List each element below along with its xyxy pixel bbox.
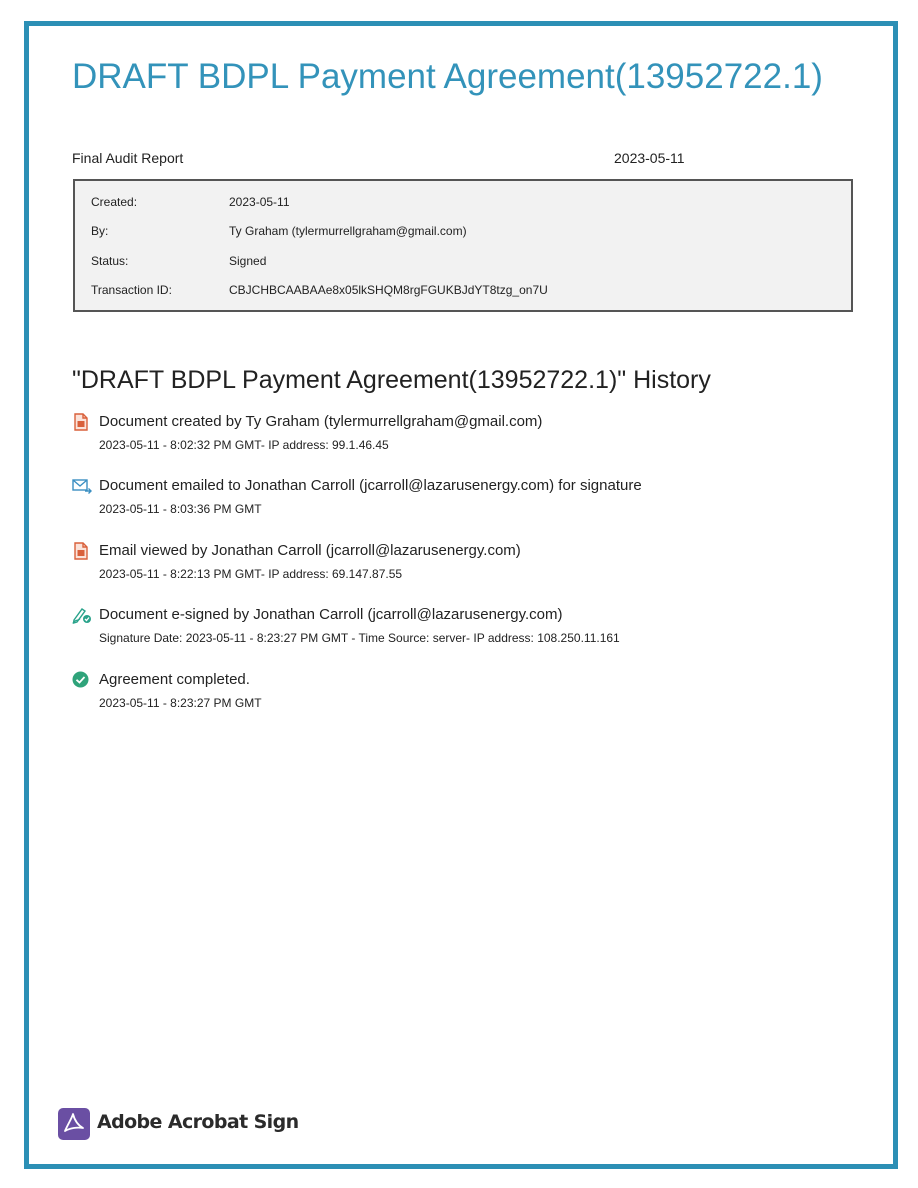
event-text: Document created by Ty Graham (tylermurrellgraham@gmail.com) — [99, 413, 543, 430]
event-detail: 2023-05-11 - 8:23:27 PM GMT — [99, 696, 262, 710]
created-label: Created: — [91, 195, 138, 209]
document-title: DRAFT BDPL Payment Agreement(13952722.1) — [72, 57, 823, 96]
report-label: Final Audit Report — [72, 150, 184, 166]
transaction-id-value: CBJCHBCAABAAe8x05lkSHQM8rgFGUKBJdYT8tzg_on7U — [229, 283, 548, 297]
email-icon — [72, 477, 90, 495]
signature-pen-icon — [72, 606, 90, 624]
event-text: Document e-signed by Jonathan Carroll (jcarroll@lazarusenergy.com) — [99, 606, 563, 623]
transaction-id-label: Transaction ID: — [91, 283, 172, 297]
check-circle-icon — [72, 671, 90, 689]
created-value: 2023-05-11 — [229, 195, 290, 209]
event-detail: 2023-05-11 - 8:02:32 PM GMT- IP address: 99.1.46.45 — [99, 438, 389, 452]
event-text: Agreement completed. — [99, 671, 250, 688]
document-icon — [72, 413, 90, 431]
footer-brand: Adobe Acrobat Sign — [97, 1111, 299, 1133]
by-value: Ty Graham (tylermurrellgraham@gmail.com) — [229, 224, 467, 238]
summary-box — [73, 179, 853, 312]
adobe-acrobat-logo-icon — [58, 1108, 90, 1140]
report-date: 2023-05-11 — [614, 150, 685, 166]
history-title: "DRAFT BDPL Payment Agreement(13952722.1)" History — [72, 366, 711, 394]
event-detail: 2023-05-11 - 8:22:13 PM GMT- IP address: 69.147.87.55 — [99, 567, 403, 581]
event-detail: Signature Date: 2023-05-11 - 8:23:27 PM GMT - Time Source: server- IP address: 108.250.11.161 — [99, 631, 620, 645]
event-text: Email viewed by Jonathan Carroll (jcarroll@lazarusenergy.com) — [99, 542, 521, 559]
event-detail: 2023-05-11 - 8:03:36 PM GMT — [99, 502, 262, 516]
event-text: Document emailed to Jonathan Carroll (jcarroll@lazarusenergy.com) for signature — [99, 477, 642, 494]
status-label: Status: — [91, 254, 129, 268]
status-value: Signed — [229, 254, 267, 268]
by-label: By: — [91, 224, 109, 238]
document-icon — [72, 542, 90, 560]
